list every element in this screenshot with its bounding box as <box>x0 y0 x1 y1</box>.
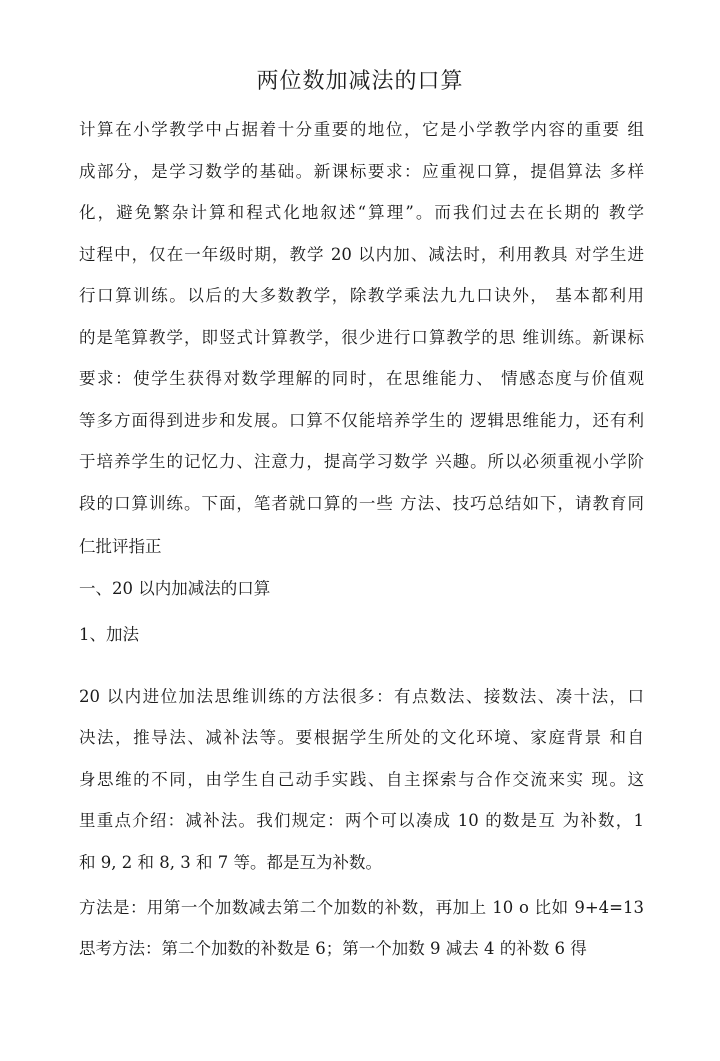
thinking-line: 思考方法：第二个加数的补数是 6；第一个加数 9 减去 4 的补数 6 得 <box>79 939 587 958</box>
paragraph-line: 决法，推导法、减补法等。要根据学生所处的文化环境、家庭背景 和自 <box>79 728 644 747</box>
method-line: 方法是：用第一个加数减去第二个加数的补数，再加上 10 o 比如 9+4=13 <box>79 898 644 917</box>
paragraph-line: 化，避免繁杂计算和程式化地叙述“算理”。而我们过去在长期的 教学 <box>79 203 644 222</box>
section-heading: 一、20 以内加减法的口算 <box>79 579 271 598</box>
paragraph-line: 过程中，仅在一年级时期，教学 20 以内加、减法时，利用教具 对学生进 <box>79 245 644 264</box>
paragraph-line: 和 9, 2 和 8, 3 和 7 等。都是互为补数。 <box>79 853 382 872</box>
paragraph-line: 计算在小学教学中占据着十分重要的地位，它是小学教学内容的重要 组 <box>79 120 644 139</box>
paragraph-line: 要求：使学生获得对数学理解的同时，在思维能力、 情感态度与价值观 <box>79 369 644 388</box>
paragraph-line: 里重点介绍：减补法。我们规定：两个可以凑成 10 的数是互 为补数，1 <box>79 811 644 830</box>
paragraph-line: 等多方面得到进步和发展。口算不仅能培养学生的 逻辑思维能力，还有利 <box>79 411 644 430</box>
paragraph-line: 身思维的不同，由学生自己动手实践、自主探索与合作交流来实 现。这 <box>79 770 644 789</box>
paragraph-line: 仁批评指正 <box>79 537 162 556</box>
paragraph-line: 段的口算训练。下面，笔者就口算的一些 方法、技巧总结如下，请教育同 <box>79 494 644 513</box>
document-title: 两位数加减法的口算 <box>256 69 464 94</box>
paragraph-line: 的是笔算教学，即竖式计算教学，很少进行口算教学的思 维训练。新课标 <box>79 328 644 347</box>
subsection-heading: 1、加法 <box>79 625 139 644</box>
paragraph-line: 于培养学生的记忆力、注意力，提高学习数学 兴趣。所以必须重视小学阶 <box>79 452 644 471</box>
paragraph-line: 成部分，是学习数学的基础。新课标要求：应重视口算，提倡算法 多样 <box>79 162 644 181</box>
paragraph-line: 20 以内进位加法思维训练的方法很多：有点数法、接数法、凑十法，口 <box>79 687 644 706</box>
paragraph-line: 行口算训练。以后的大多数教学，除教学乘法九九口诀外， 基本都利用 <box>79 286 644 305</box>
